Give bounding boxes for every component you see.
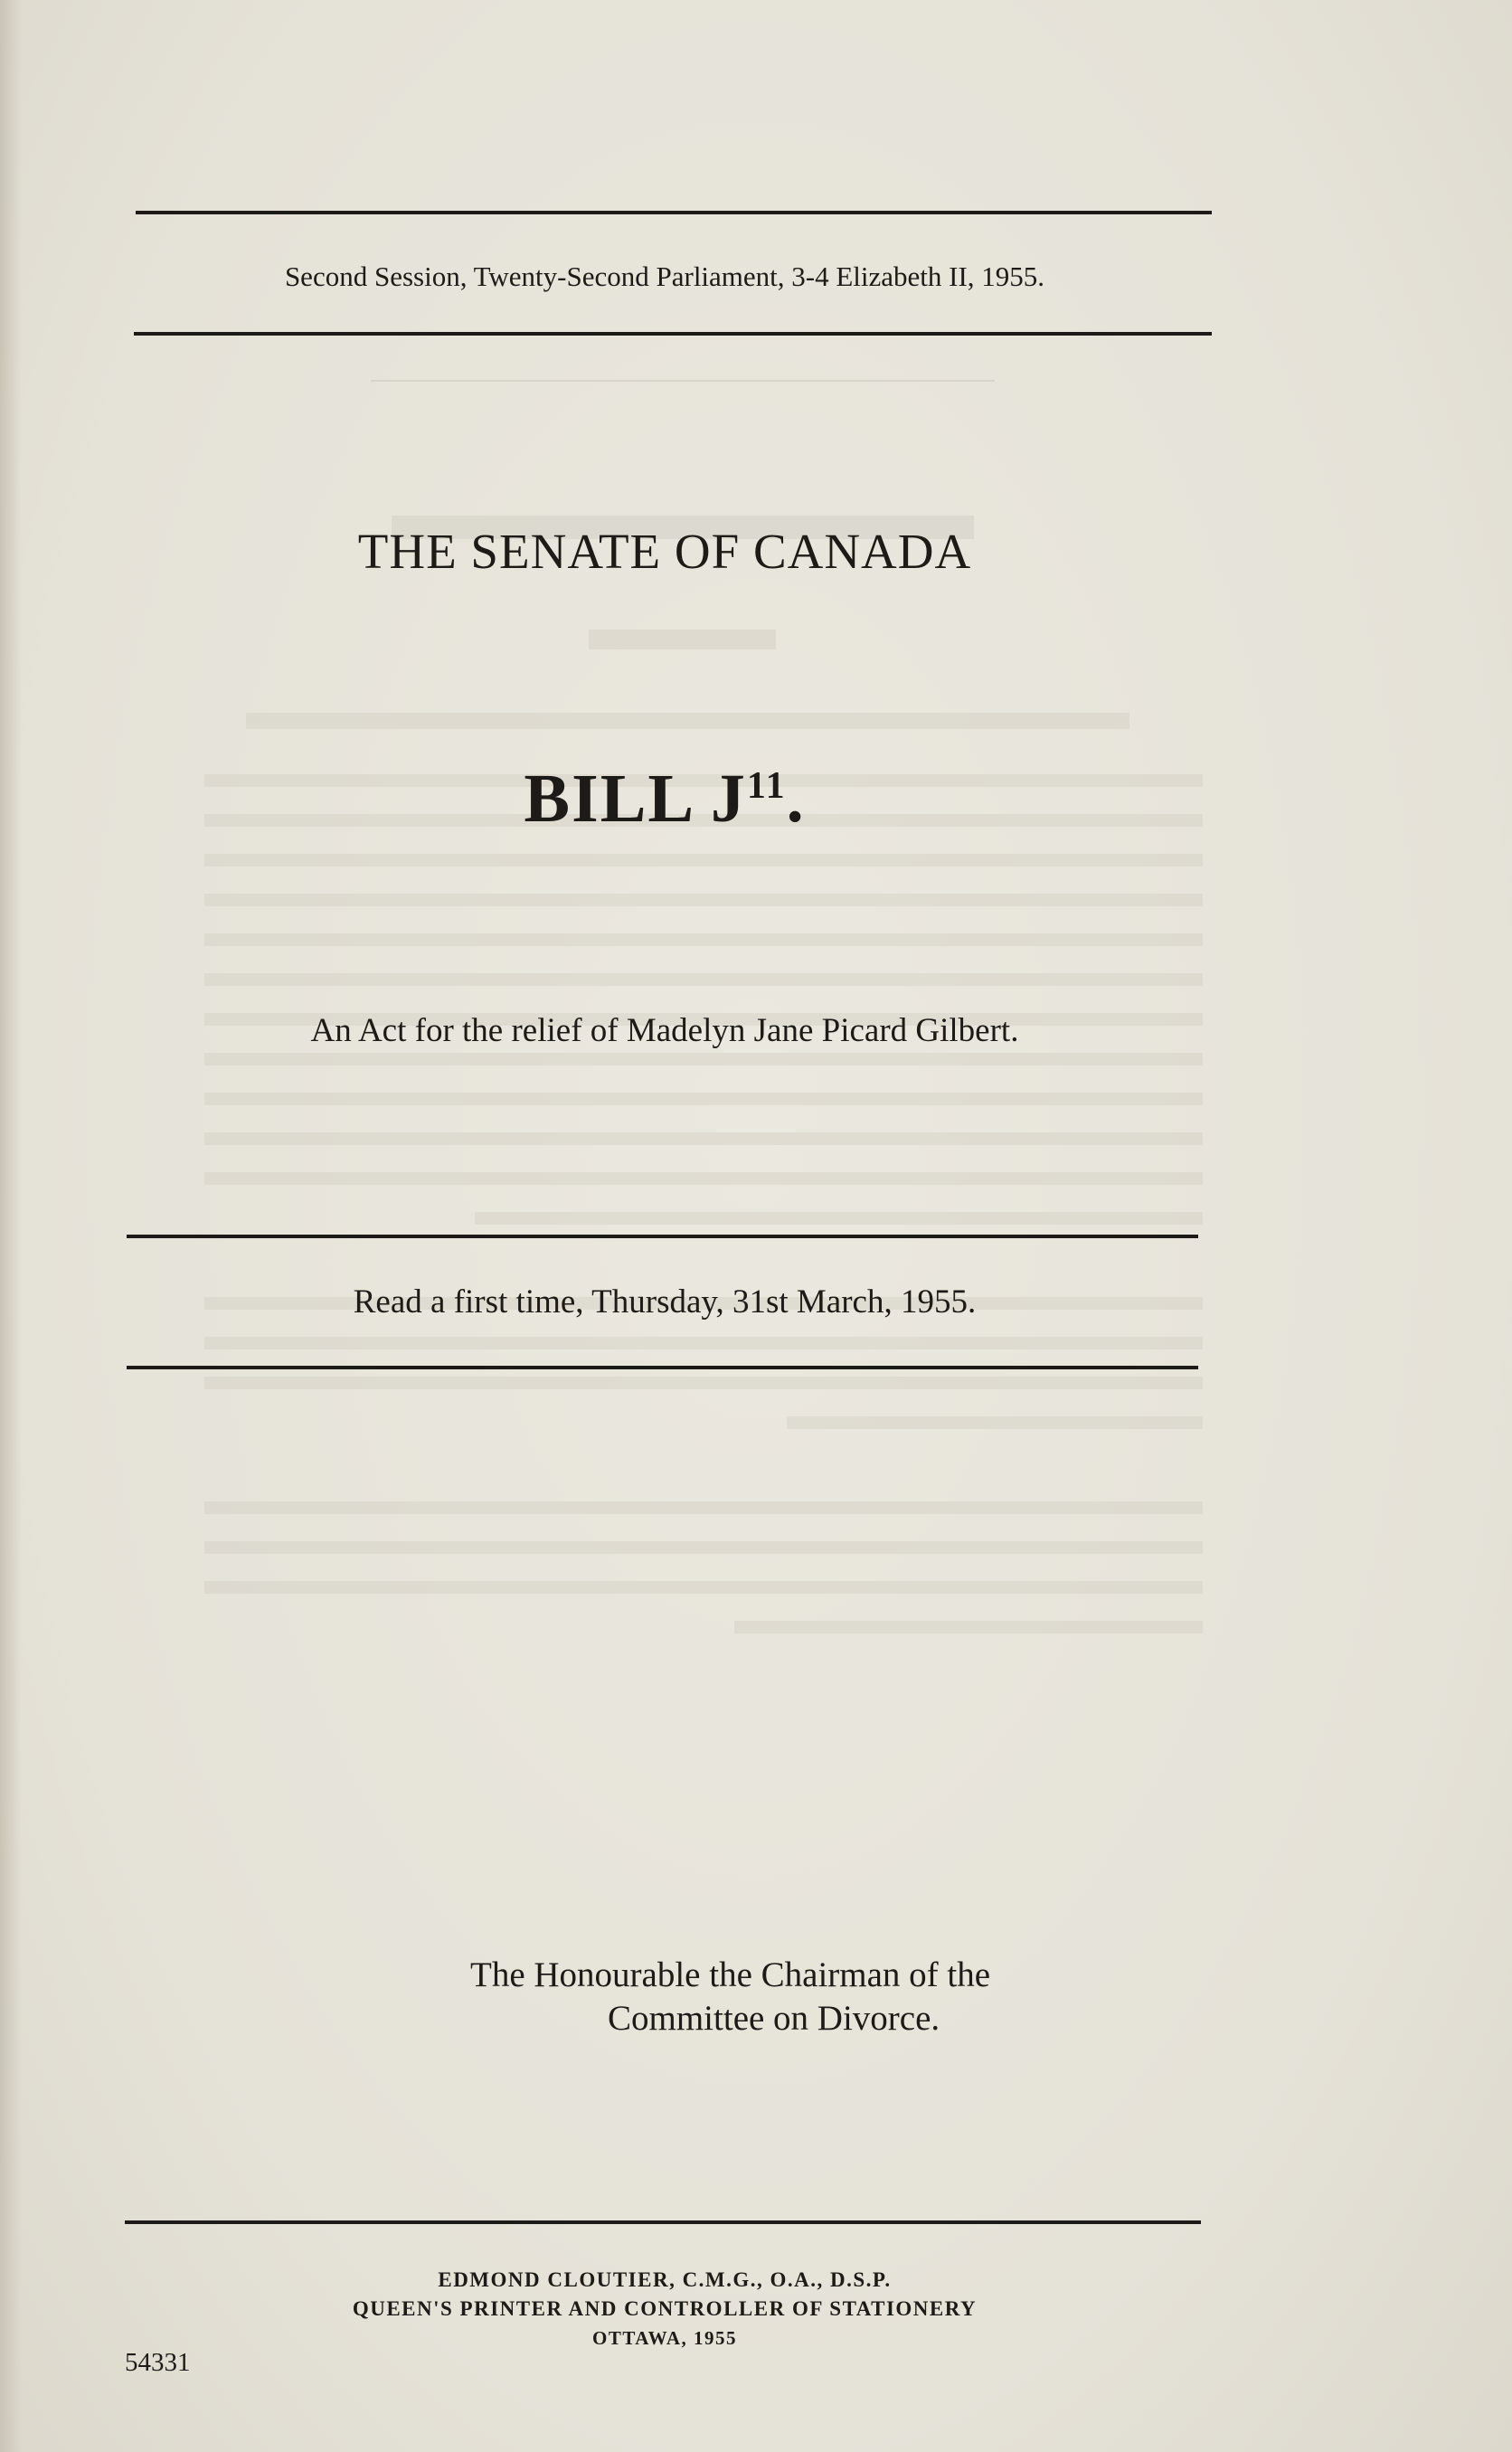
page-edge-shadow: [0, 0, 22, 2452]
printer-place-year: OTTAWA, 1955: [592, 2327, 737, 2349]
printer-name: EDMOND CLOUTIER, C.M.G., O.A., D.S.P.: [438, 2268, 892, 2291]
senate-heading: THE SENATE OF CANADA: [357, 524, 972, 579]
first-reading-line: Read a first time, Thursday, 31st March, 1955.: [353, 1283, 977, 1321]
session-line: Second Session, Twenty-Second Parliament, 3-4 Elizabeth II, 1955.: [284, 260, 1045, 292]
bill-suffix: .: [786, 761, 806, 837]
top-rule-lower: [134, 332, 1212, 336]
sponsor-line-1: The Honourable the Chairman of the: [470, 1955, 991, 1994]
bill-number: [136, 760, 1194, 838]
reading-rule-upper: [127, 1235, 1198, 1238]
bill-superscript: 11: [746, 765, 787, 807]
sponsor-block: [470, 1954, 1194, 2040]
act-title: An Act for the relief of Madelyn Jane Picard Gilbert.: [310, 1012, 1019, 1049]
printer-title: QUEEN'S PRINTER AND CONTROLLER OF STATIONERY: [352, 2297, 978, 2320]
reading-rule-lower: [127, 1366, 1198, 1369]
top-rule-upper: [136, 211, 1212, 214]
print-code: 54331: [125, 2348, 191, 2377]
show-through-texture: [163, 380, 1203, 1827]
bottom-rule: [125, 2220, 1201, 2224]
sponsor-line-2: Committee on Divorce.: [608, 1999, 940, 2038]
bill-prefix: BILL J: [524, 761, 747, 837]
